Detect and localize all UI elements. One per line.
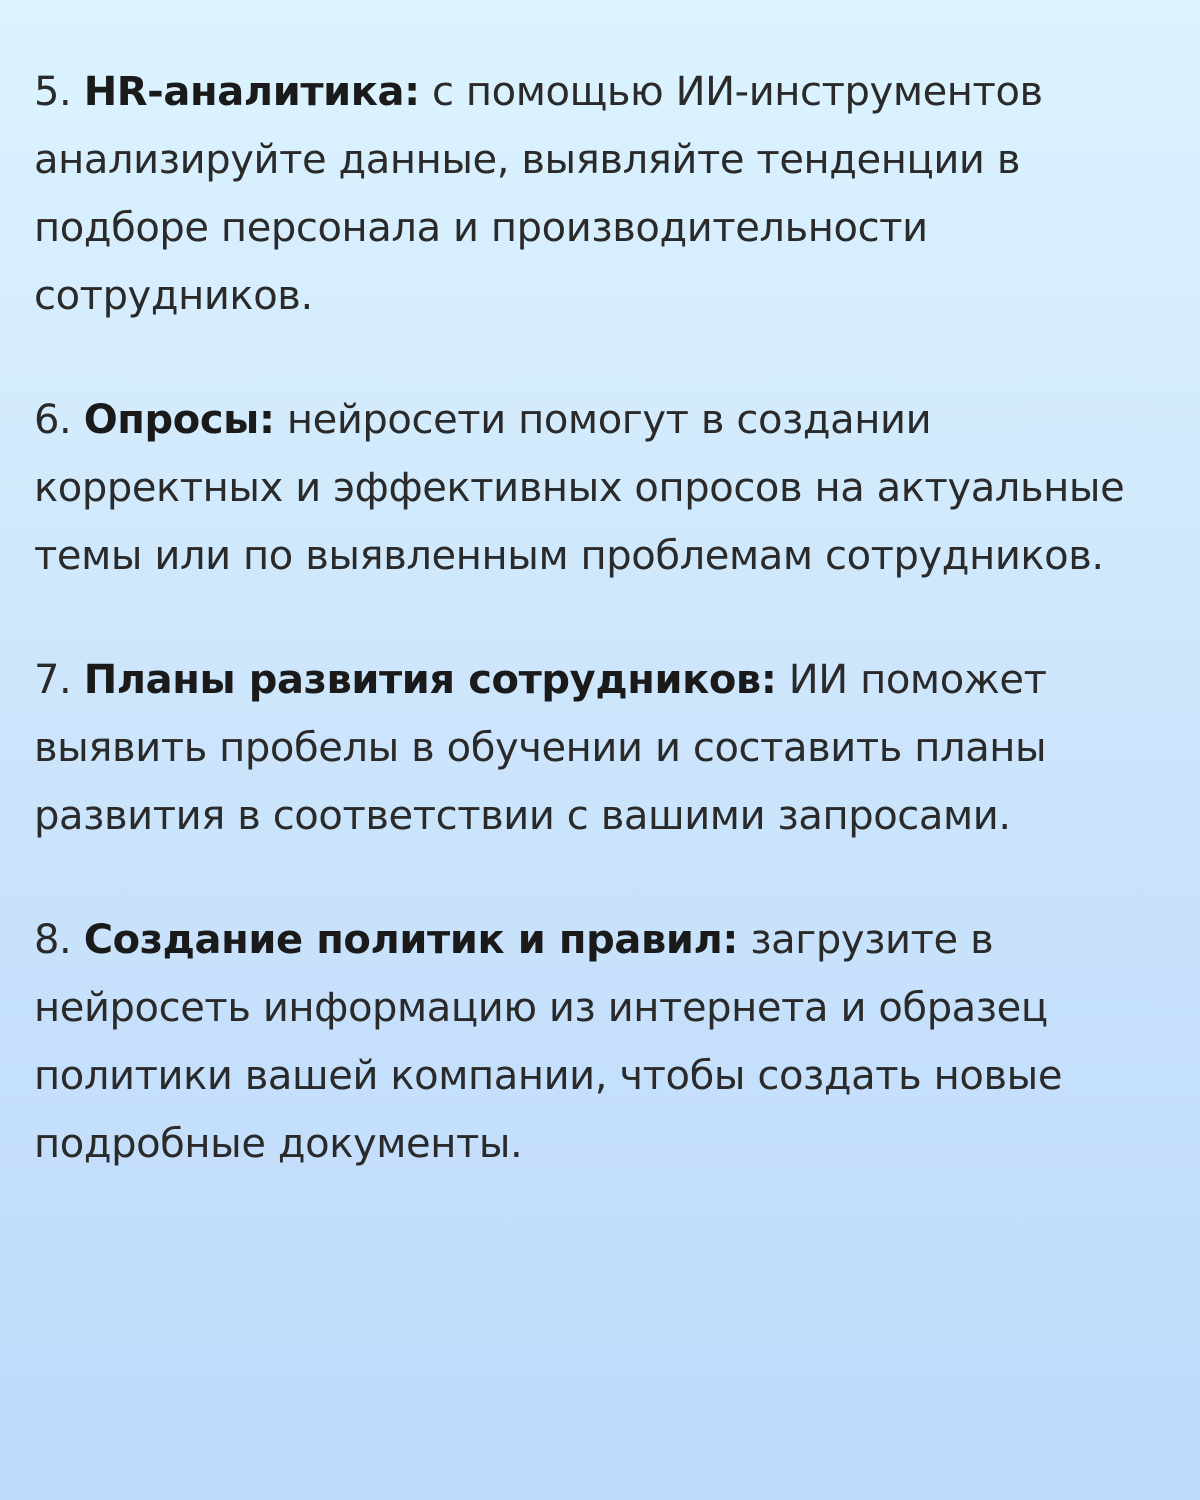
item-number: 6. <box>34 397 72 443</box>
item-number: 7. <box>34 657 72 703</box>
list-item-7 <box>34 646 1160 850</box>
item-title: Планы развития сотрудников: <box>83 657 777 703</box>
item-title: Опросы: <box>83 397 275 443</box>
item-title: Создание политик и правил: <box>83 917 738 963</box>
item-text: нейросети помогут в создании корректных и эффективных опросов на актуальные темы или по выявленным проблемам сотрудников. <box>34 397 1125 579</box>
list-item-5 <box>34 58 1160 330</box>
item-text: загрузите в нейросеть информацию из интернета и образец политики вашей компании, чтобы создать новые подробные документы. <box>34 917 1063 1167</box>
item-number: 8. <box>34 917 72 963</box>
item-number: 5. <box>34 69 72 115</box>
item-text: с помощью ИИ-инструментов анализируйте данные, выявляйте тенденции в подборе персонала и производительности сотрудников. <box>34 69 1043 319</box>
list-item-8 <box>34 906 1160 1178</box>
item-title: HR-аналитика: <box>83 69 420 115</box>
list-item-6 <box>34 386 1160 590</box>
item-text: ИИ поможет выявить пробелы в обучении и составить планы развития в соответствии с вашими запросами. <box>34 657 1047 839</box>
